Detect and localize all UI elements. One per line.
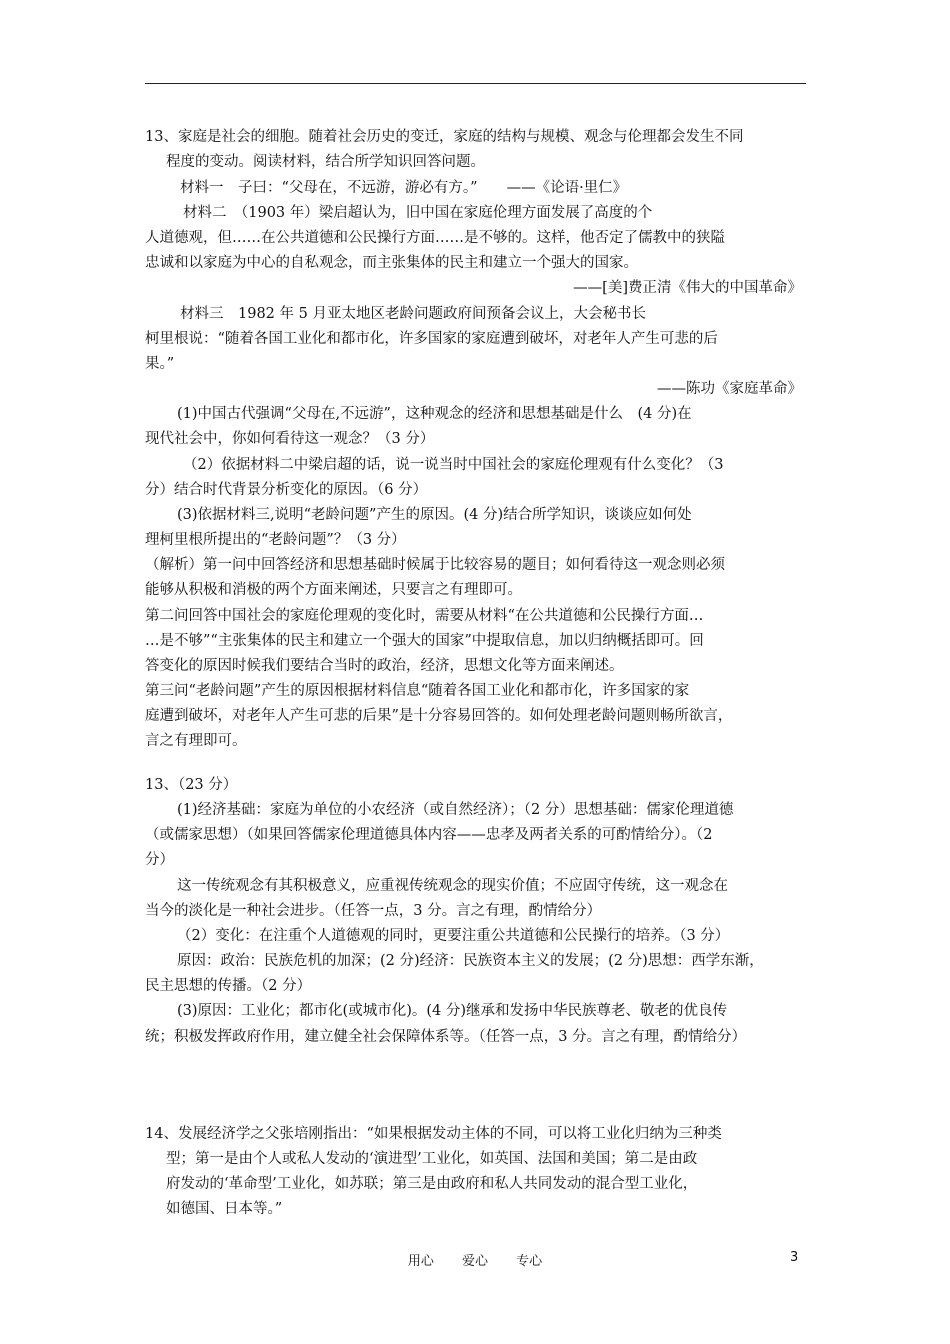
analysis-line: （解析）第一问中回答经济和思想基础时候属于比较容易的题目；如何看待这一观念则必须 — [145, 557, 725, 573]
sub-question-2: （2）依据材料二中梁启超的话，说一说当时中国社会的家庭伦理观有什么变化？（3 — [183, 457, 724, 473]
analysis-line: 第三问“老龄问题”产生的原因根据材料信息“随着各国工业化和都市化，许多国家的家 — [145, 683, 690, 699]
footer-motto: 用心 — [407, 1254, 434, 1269]
text-line: 分）结合时代背景分析变化的原因。（6 分） — [145, 482, 428, 498]
sub-question-3: (3)依据材料三,说明“老龄问题”产生的原因。(4 分)结合所学知识，谈谈应如何处 — [177, 507, 692, 523]
source-citation: ——[美]费正清《伟大的中国革命》 — [573, 280, 802, 296]
page-number: 3 — [790, 1250, 799, 1265]
text-line: 忠诚和以家庭为中心的自私观念，而主张集体的民主和建立一个强大的国家。 — [145, 255, 638, 271]
answer-line: （或儒家思想）（如果回答儒家伦理道德具体内容——忠孝及两者关系的可酌情给分）。（2 — [145, 827, 713, 843]
material-two: 材料二 （1903 年）梁启超认为，旧中国在家庭伦理方面发展了高度的个 — [183, 205, 653, 221]
text-line: 程度的变动。阅读材料，结合所学知识回答问题。 — [166, 154, 485, 170]
footer-motto: 爱心 — [461, 1254, 488, 1269]
text-line: 果。” — [145, 356, 175, 372]
analysis-line: …是不够”“主张集体的民主和建立一个强大的国家”中提取信息，加以归纳概括即可。回 — [145, 633, 704, 649]
page-footer — [0, 1250, 950, 1269]
text-line: 13、家庭是社会的细胞。随着社会历史的变迁，家庭的结构与规模、观念与伦理都会发生不同 — [145, 129, 744, 145]
header-rule — [145, 83, 806, 84]
text-line: 理柯里根所提出的“老龄问题”？（3 分） — [145, 532, 406, 548]
answer-line: 统；积极发挥政府作用，建立健全社会保障体系等。（任答一点，3 分。言之有理，酌情给分） — [145, 1029, 747, 1045]
answer-line: 分） — [145, 852, 174, 868]
material-one: 材料一 子曰：“父母在，不远游，游必有方。” ——《论语·里仁》 — [180, 180, 628, 196]
analysis-line: 庭遭到破坏，对老年人产生可悲的后果”是十分容易回答的。如何处理老龄问题则畅所欲言， — [145, 708, 733, 724]
answer-line: （2）变化：在注重个人道德观的同时，更要注重公共道德和公民操行的培养。（3 分） — [177, 928, 730, 944]
answer-line: 原因：政治：民族危机的加深；(2 分)经济：民族资本主义的发展；(2 分)思想：西学东渐， — [177, 953, 764, 969]
answer-line: 这一传统观念有其积极意义，应重视传统观念的现实价值；不应固守传统，这一观念在 — [177, 878, 728, 894]
text-line: 型；第一是由个人或私人发动的‘演进型’工业化，如英国、法国和美国；第二是由政 — [166, 1151, 698, 1167]
text-line: 人道德观，但……在公共道德和公民操行方面……是不够的。这样，他否定了儒教中的狭隘 — [145, 230, 725, 246]
text-line: 柯里根说：“随着各国工业化和都市化，许多国家的家庭遭到破坏，对老年人产生可悲的后 — [145, 331, 718, 347]
analysis-line: 答变化的原因时候我们要结合当时的政治，经济，思想文化等方面来阐述。 — [145, 658, 624, 674]
answer-line: (3)原因：工业化；都市化(或城市化)。(4 分)继承和发扬中华民族尊老、敬老的优良传 — [177, 1003, 727, 1019]
text-line: 府发动的‘革命型’工业化，如苏联；第三是由政府和私人共同发动的混合型工业化， — [166, 1176, 698, 1192]
text-line: 现代社会中，你如何看待这一观念？（3 分） — [145, 431, 435, 447]
analysis-line: 言之有理即可。 — [145, 733, 247, 749]
answer-line: 民主思想的传播。（2 分） — [145, 978, 312, 994]
analysis-line: 第二问回答中国社会的家庭伦理观的变化时，需要从材料“在公共道德和公民操行方面… — [145, 608, 704, 624]
material-three: 材料三 1982 年 5 月亚太地区老龄问题政府间预备会议上，大会秘书长 — [180, 306, 646, 322]
text-line: 如德国、日本等。” — [166, 1201, 283, 1217]
source-citation: ——陈功《家庭革命》 — [657, 381, 802, 397]
footer-motto: 专心 — [516, 1254, 543, 1269]
analysis-line: 能够从积极和消极的两个方面来阐述，只要言之有理即可。 — [145, 582, 522, 598]
text-line: 14、发展经济学之父张培刚指出：“如果根据发动主体的不同，可以将工业化归纳为三种类 — [145, 1126, 722, 1142]
answer-heading: 13、（23 分） — [145, 777, 238, 793]
answer-line: 当今的淡化是一种社会进步。（任答一点，3 分。言之有理，酌情给分） — [145, 903, 602, 919]
answer-line: (1)经济基础：家庭为单位的小农经济（或自然经济）；（2 分）思想基础：儒家伦理道德 — [177, 802, 734, 818]
sub-question-1: (1)中国古代强调“父母在,不远游”，这种观念的经济和思想基础是什么 (4 分)在 — [177, 406, 692, 422]
